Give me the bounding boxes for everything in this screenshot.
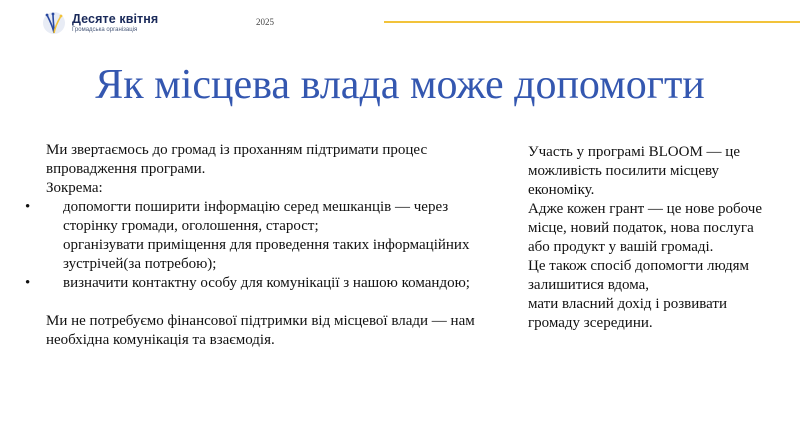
closing-line: Ми не потребуємо фінансової підтримки від місцевої влади — нам bbox=[46, 313, 475, 329]
right-line: громаду зсередини. bbox=[528, 315, 653, 331]
list-item bbox=[46, 236, 516, 274]
list-item-line: визначити контактну особу для комунікації з нашою командою; bbox=[63, 275, 470, 291]
right-line: Це також спосіб допомогти людям bbox=[528, 258, 749, 274]
right-line: можливість посилити місцеву bbox=[528, 163, 720, 179]
spacer bbox=[46, 293, 516, 312]
right-line: залишитися вдома, bbox=[528, 277, 650, 293]
list-item-line: зустрічей(за потребою); bbox=[63, 256, 217, 272]
intro-line: впровадження програми. bbox=[46, 161, 206, 177]
right-line: економіку. bbox=[528, 182, 595, 198]
intro-line: Зокрема: bbox=[46, 180, 103, 196]
right-line: Участь у програмі BLOOM — це bbox=[528, 144, 740, 160]
list-item-line: сторінку громади, оголошення, старост; bbox=[63, 218, 319, 234]
list-item-line: організувати приміщення для проведення таких інформаційних bbox=[63, 237, 470, 253]
right-line: або продукт у вашій громаді. bbox=[528, 239, 714, 255]
closing-line: необхідна комунікація та взаємодія. bbox=[46, 332, 275, 348]
right-line: Адже кожен грант — це нове робоче bbox=[528, 201, 762, 217]
list-item bbox=[25, 274, 516, 293]
right-line: мати власний дохід і розвивати bbox=[528, 296, 728, 312]
right-line: місце, новий податок, нова послуга bbox=[528, 220, 754, 236]
intro-line: Ми звертаємось до громад із проханням підтримати процес bbox=[46, 142, 428, 158]
page-title: Як місцева влада може допомогти bbox=[95, 62, 705, 108]
bullet-marker: • bbox=[25, 199, 31, 215]
list-item bbox=[25, 198, 516, 236]
left-column bbox=[25, 141, 516, 350]
logo-subtitle: Громадська організація bbox=[72, 27, 138, 34]
bullet-list bbox=[25, 198, 516, 293]
right-column bbox=[528, 143, 790, 333]
bullet-marker: • bbox=[25, 275, 31, 291]
header-divider bbox=[384, 21, 800, 23]
dandelion-logo-icon bbox=[42, 11, 66, 35]
logo-name: Десяте квітня bbox=[72, 11, 159, 26]
organization-logo bbox=[42, 11, 158, 35]
list-item-line: допомогти поширити інформацію серед мешканців — через bbox=[63, 199, 449, 215]
year-label: 2025 bbox=[256, 17, 274, 27]
